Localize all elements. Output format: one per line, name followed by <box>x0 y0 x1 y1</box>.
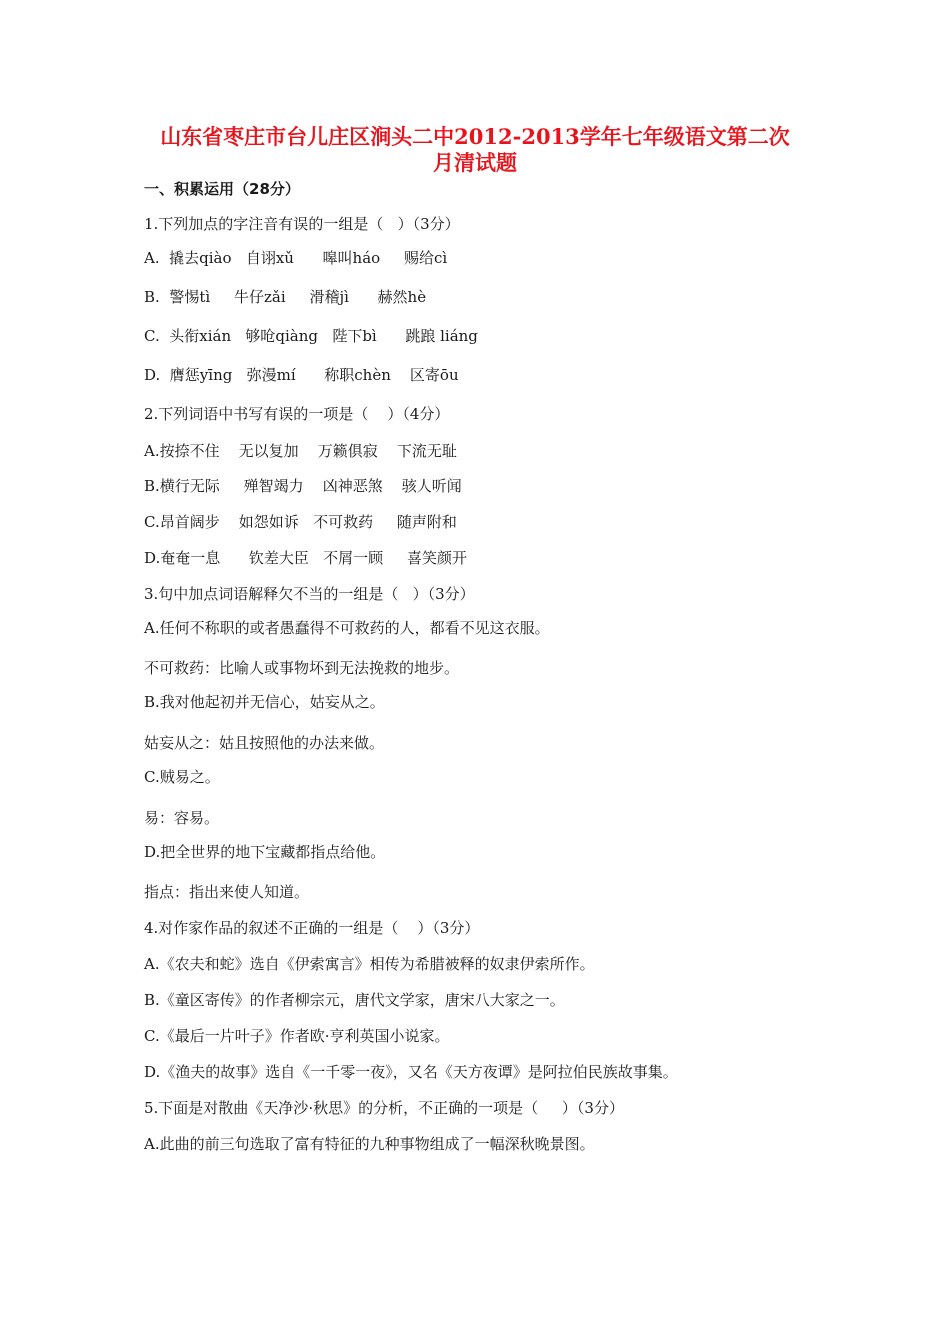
q4-option-a: A.《农夫和蛇》选自《伊索寓言》相传为希腊被释的奴隶伊索所作。 <box>144 955 595 973</box>
q3-option-a-explanation: 不可救药：比喻人或事物坏到无法挽救的地步。 <box>144 659 460 677</box>
q2-stem: 2.下列词语中书写有误的一项是（ ）（4分） <box>144 405 450 423</box>
q5-option-a: A.此曲的前三句选取了富有特征的九种事物组成了一幅深秋晚景图。 <box>144 1135 595 1153</box>
q5-stem: 5.下面是对散曲《天净沙·秋思》的分析，不正确的一项是（ ）（3分） <box>144 1099 624 1117</box>
q2-option-d: D.奄奄一息 钦差大臣 不屑一顾 喜笑颜开 <box>144 549 468 567</box>
q3-option-d-explanation: 指点：指出来使人知道。 <box>144 883 310 901</box>
q1-option-b: B. 警惕tì 牛仔zǎi 滑稽jì 赫然hè <box>144 288 427 306</box>
q4-option-c: C.《最后一片叶子》作者欧·亨利英国小说家。 <box>144 1027 450 1045</box>
page-title <box>130 124 820 176</box>
q4-option-b: B.《童区寄传》的作者柳宗元，唐代文学家，唐宋八大家之一。 <box>144 991 565 1009</box>
q2-option-a: A.按捺不住 无以复加 万籁俱寂 下流无耻 <box>144 442 457 460</box>
title-line-1: 山东省枣庄市台儿庄区涧头二中2012-2013学年七年级语文第二次 <box>160 124 790 149</box>
q3-option-b-explanation: 姑妄从之：姑且按照他的办法来做。 <box>144 734 385 752</box>
q4-option-d: D.《渔夫的故事》选自《一千零一夜》，又名《天方夜谭》是阿拉伯民族故事集。 <box>144 1063 678 1081</box>
q3-option-c-explanation: 易：容易。 <box>144 809 220 827</box>
q4-stem: 4.对作家作品的叙述不正确的一组是（ ）（3分） <box>144 919 480 937</box>
q1-option-a: A. 撬去qiào 自诩xǔ 嗥叫háo 赐给cì <box>144 249 448 267</box>
q1-option-d: D. 膺惩yīng 弥漫mí 称职chèn 区寄ōu <box>144 366 459 384</box>
q1-option-c: C. 头衔xián 够呛qiàng 陛下bì 跳踉 liáng <box>144 327 478 345</box>
q3-option-b: B.我对他起初并无信心，姑妄从之。 <box>144 693 385 711</box>
section-heading: 一、积累运用（28分） <box>144 180 300 198</box>
q2-option-c: C.昂首阔步 如怨如诉 不可救药 随声附和 <box>144 513 457 531</box>
q2-option-b: B.横行无际 殚智竭力 凶神恶煞 骇人听闻 <box>144 477 462 495</box>
q3-option-c: C.贼易之。 <box>144 768 220 786</box>
q3-option-d: D.把全世界的地下宝藏都指点给他。 <box>144 843 386 861</box>
title-line-2: 月清试题 <box>433 150 517 175</box>
q3-stem: 3.句中加点词语解释欠不当的一组是（ ）（3分） <box>144 585 475 603</box>
q3-option-a: A.任何不称职的或者愚蠢得不可救药的人，都看不见这衣服。 <box>144 619 550 637</box>
q1-stem: 1.下列加点的字注音有误的一组是（ ）（3分） <box>144 215 460 233</box>
